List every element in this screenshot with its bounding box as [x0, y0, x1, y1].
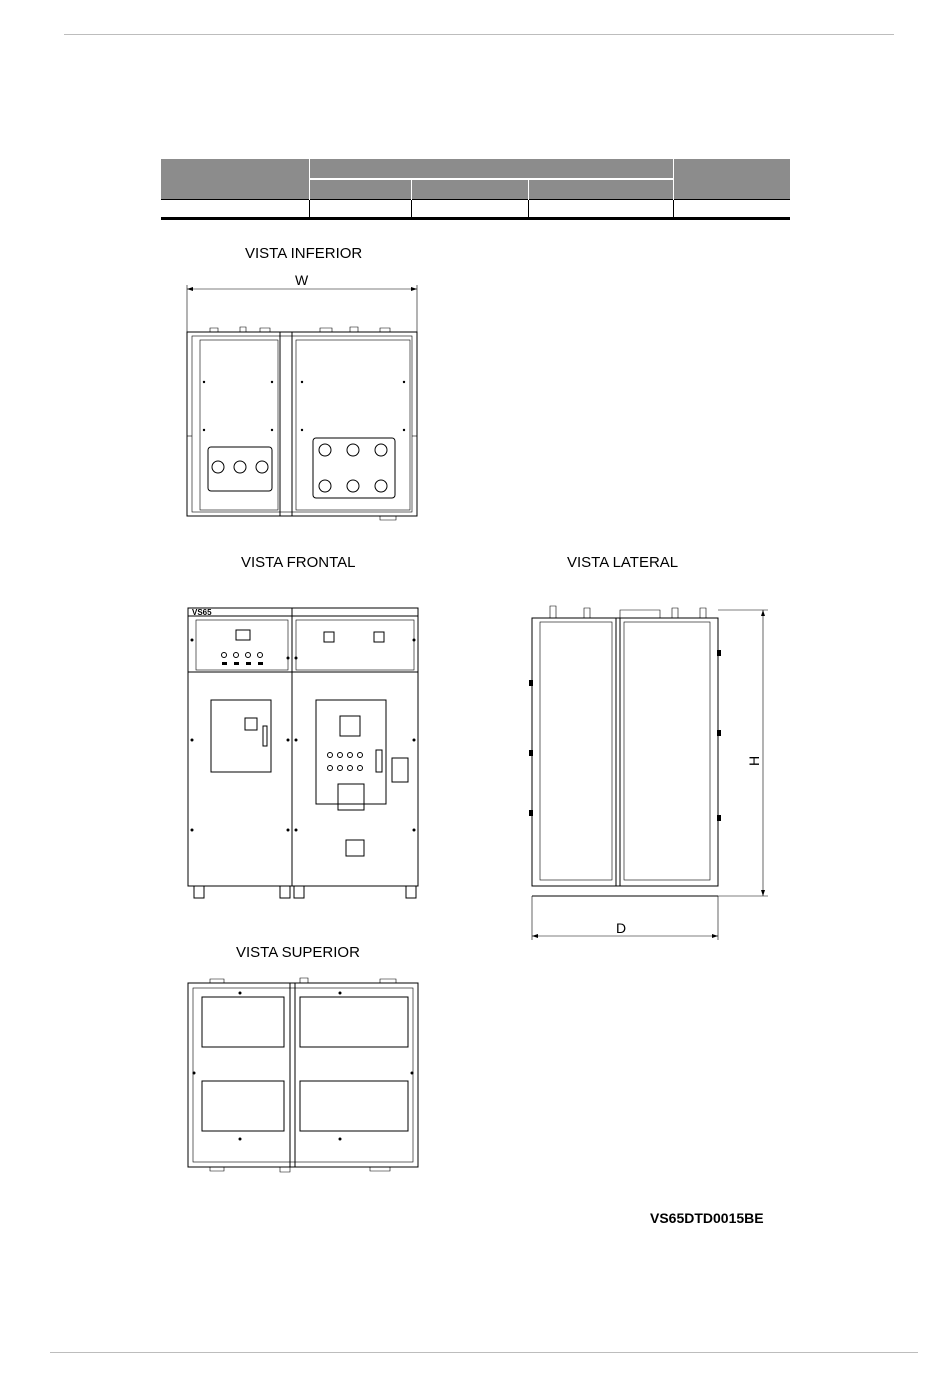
- front-view-title: VISTA FRONTAL: [241, 554, 356, 571]
- table-subheader-cell: [411, 179, 528, 200]
- bottom-view-drawing: [180, 270, 430, 530]
- table-header-cell: [673, 159, 790, 200]
- top-view-title: VISTA SUPERIOR: [236, 944, 360, 961]
- table-subheader-cell: [528, 179, 673, 200]
- front-badge: VS65: [192, 608, 212, 617]
- side-view-title: VISTA LATERAL: [567, 554, 679, 571]
- bottom-view-title: VISTA INFERIOR: [245, 245, 363, 262]
- table-subheader-cell: [309, 179, 411, 200]
- dimension-h-label: H: [746, 755, 762, 766]
- table-bottom-rule: [161, 217, 790, 220]
- dimension-d-label: D: [616, 920, 627, 936]
- header-rule: [64, 34, 894, 35]
- table-header-group-cell: [309, 159, 673, 179]
- spec-table: [161, 159, 791, 219]
- front-view-drawing: [180, 600, 430, 905]
- side-view-drawing: [520, 600, 780, 945]
- top-view-drawing: [180, 975, 430, 1180]
- dimension-w-label: W: [295, 272, 309, 288]
- footer-rule: [50, 1352, 918, 1353]
- drawing-code: VS65DTD0015BE: [650, 1210, 764, 1226]
- table-header-cell: [161, 159, 309, 200]
- table-header-row: [161, 159, 790, 179]
